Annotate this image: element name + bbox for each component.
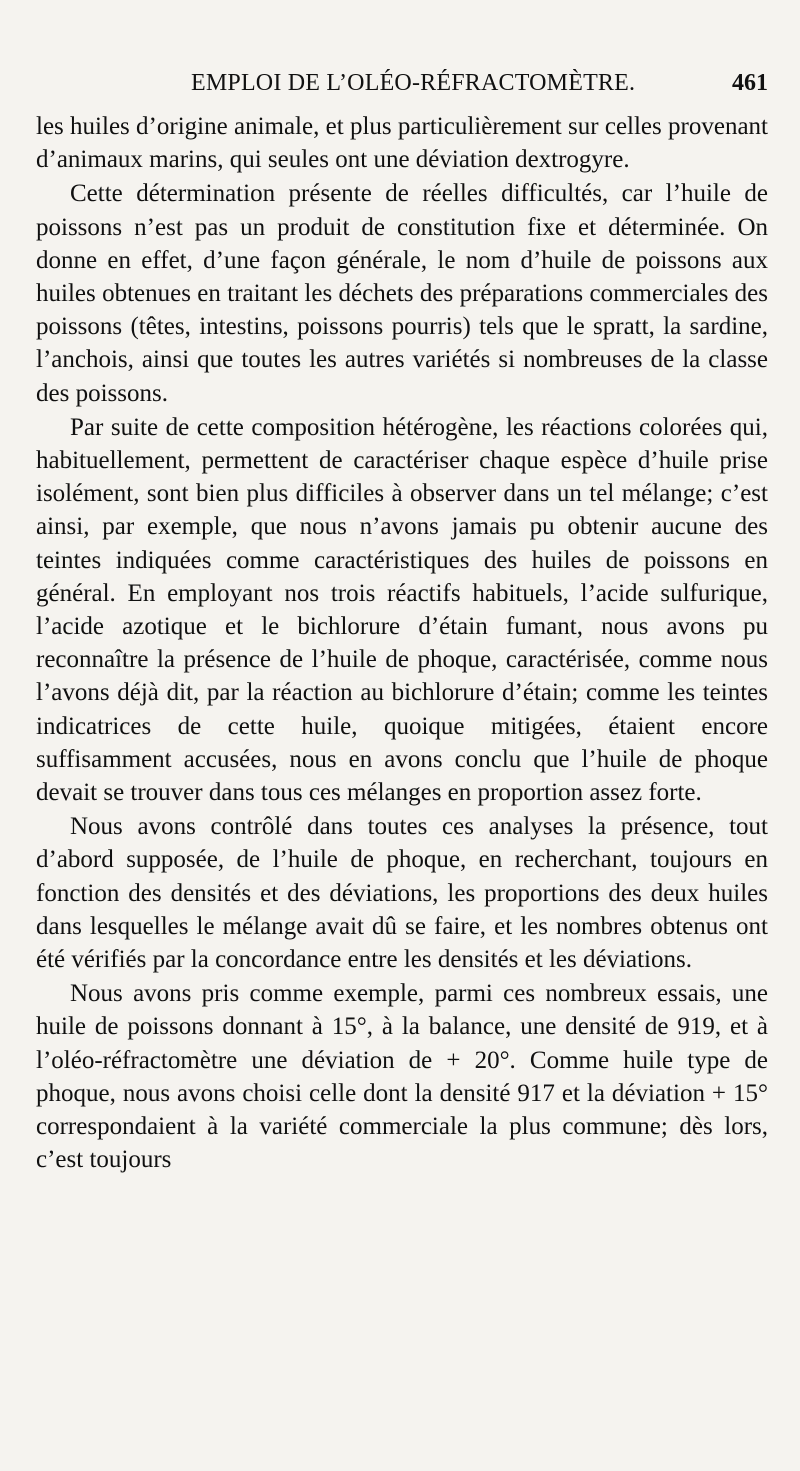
paragraph-example: Nous avons pris comme exemple, parmi ces nombreux essais, une huile de poissons donnant à 15°, à la balance, une densité de 919, et à l’oléo-réfractomètre une déviation de + 20°. Comme huile type de phoque, nous avons choisi celle dont la densité 917 et la déviation + 15° correspondaient à la variété commerciale la plus commune; dès lors, c’est toujours [36,980,768,1174]
body-text [36,110,768,1177]
page-header [36,66,768,102]
paragraph-reactions: Par suite de cette composition hétérogène, les réactions colorées qui, habituellement, permettent de caractériser chaque espèce d’huile prise isolément, sont bien plus difficiles à observer dans un tel mélange; c’est ainsi, par exemple, que nous n’avons jamais pu obtenir aucune des teintes indiquées comme caractéristiques des huiles de poissons en général. En employant nos trois réactifs habituels, l’acide sulfurique, l’acide azotique et le bichlorure d’étain fumant, nous avons pu reconnaître la présence de l’huile de phoque, caractérisée, comme nous l’avons déjà dit, par la réaction au bichlorure d’étain; comme les teintes indicatrices de cette huile, quoique mitigées, étaient encore suffisamment accusées, nous en avons conclu que l’huile de phoque devait se trouver dans tous ces mélanges en proportion assez forte. [36,413,768,807]
paragraph-determination: Cette détermination présente de réelles difficultés, car l’huile de poissons n’est pas un produit de constitution fixe et déterminée. On donne en effet, d’une façon générale, le nom d’huile de poissons aux huiles obtenues en traitant les déchets des préparations commerciales des poissons (têtes, intestins, poissons pourris) tels que le spratt, la sardine, l’anchois, ainsi que toutes les autres variétés si nombreuses de la classe des poissons. [36,180,768,407]
paragraph-continuation: les huiles d’origine animale, et plus particulièrement sur celles provenant d’animaux marins, qui seules ont une déviation dextrogyre. [36,113,768,174]
page-number: 461 [732,70,768,96]
running-title: EMPLOI DE L’OLÉO-RÉFRACTOMÈTRE. [191,70,636,96]
paragraph-control: Nous avons contrôlé dans toutes ces analyses la présence, tout d’abord supposée, de l’huile de phoque, en recherchant, toujours en fonction des densités et des déviations, les proportions des deux huiles dans lesquelles le mélange avait dû se faire, et les nombres obtenus ont été vérifiés par la concordance entre les densités et les déviations. [36,813,768,974]
